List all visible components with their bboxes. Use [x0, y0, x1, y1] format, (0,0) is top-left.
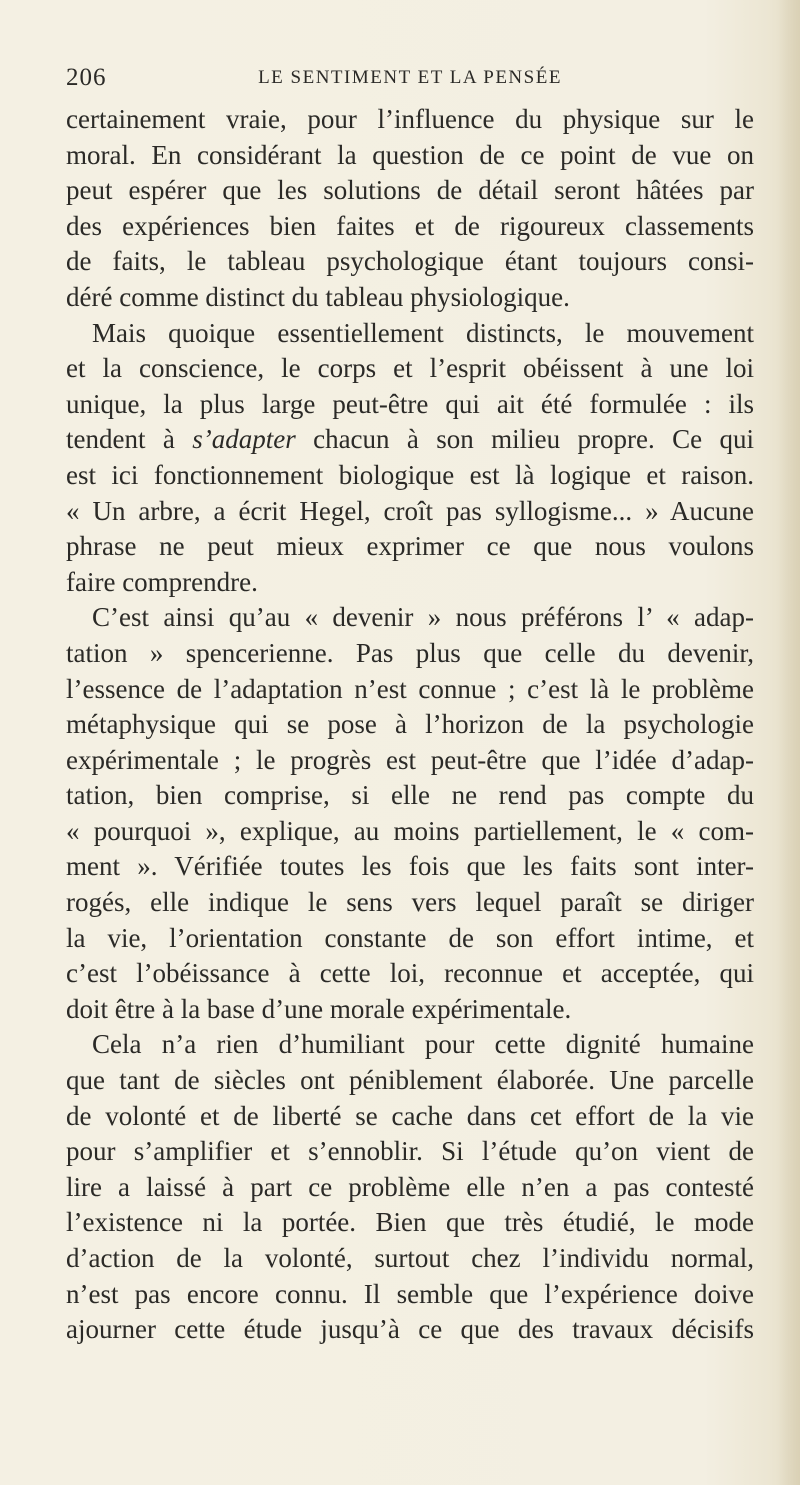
text-line: de faits, le tableau psychologique étant toujours consi-: [66, 246, 754, 277]
text-line: n’est pas encore connu. Il semble que l’expérience doive: [66, 1278, 754, 1309]
text-line: phrase ne peut mieux exprimer ce que nous voulons: [66, 531, 754, 562]
text-fragment: tendent à: [66, 424, 193, 455]
text-line: des expériences bien faites et de rigoureux classements: [66, 210, 754, 241]
text-line: lire a laissé à part ce problème elle n’en a pas contesté: [66, 1171, 754, 1202]
text-line: C’est ainsi qu’au « devenir » nous préférons l’ « adap-: [92, 602, 754, 633]
page-number: 206: [66, 64, 107, 91]
text-line: c’est l’obéissance à cette loi, reconnue et acceptée, qui: [66, 958, 754, 989]
running-title: LE SENTIMENT ET LA PENSÉE: [258, 67, 562, 88]
text-fragment: chacun à son milieu propre. Ce qui: [295, 424, 754, 455]
text-line: expérimentale ; le progrès est peut-être que l’idée d’adap-: [66, 744, 754, 775]
text-line: tation, bien comprise, si elle ne rend pas compte du: [66, 780, 754, 811]
text-line: ajourner cette étude jusqu’à ce que des travaux décisifs: [66, 1314, 754, 1345]
text-line: métaphysique qui se pose à l’horizon de la psychologie: [66, 709, 754, 740]
body-text: [66, 102, 754, 1348]
text-line: unique, la plus large peut-être qui ait été formulée : ils: [66, 388, 754, 419]
text-line: [66, 422, 754, 458]
text-line: de volonté et de liberté se cache dans cet effort de la vie: [66, 1100, 754, 1131]
text-line: Cela n’a rien d’humiliant pour cette dignité humaine: [92, 1029, 754, 1060]
text-line: Mais quoique essentiellement distincts, le mouvement: [92, 317, 754, 348]
text-line: « Un arbre, a écrit Hegel, croît pas syllogisme... » Aucune: [66, 495, 754, 526]
italic-term: s’adapter: [192, 424, 296, 455]
page-edge-shadow: [778, 0, 800, 1485]
text-line: l’essence de l’adaptation n’est connue ; c’est là le problème: [66, 673, 754, 704]
text-line: faire comprendre.: [66, 566, 258, 597]
text-line: que tant de siècles ont péniblement élaborée. Une parcelle: [66, 1065, 754, 1096]
text-line: pour s’amplifier et s’ennoblir. Si l’étude qu’on vient de: [66, 1136, 754, 1167]
text-line: certainement vraie, pour l’influence du physique sur le: [66, 104, 754, 134]
text-line: rogés, elle indique le sens vers lequel paraît se diriger: [66, 887, 754, 918]
text-line: et la conscience, le corps et l’esprit obéissent à une loi: [66, 353, 754, 384]
text-line: moral. En considérant la question de ce point de vue on: [66, 139, 754, 170]
text-line: la vie, l’orientation constante de son effort intime, et: [66, 922, 754, 953]
text-line: ment ». Vérifiée toutes les fois que les faits sont inter-: [66, 851, 754, 882]
text-line: est ici fonctionnement biologique est là logique et raison.: [66, 459, 754, 490]
text-line: « pourquoi », explique, au moins partiellement, le « com-: [66, 815, 754, 846]
text-line: doit être à la base d’une morale expérimentale.: [66, 993, 572, 1024]
text-line: déré comme distinct du tableau physiologique.: [66, 281, 570, 312]
text-line: peut espérer que les solutions de détail seront hâtées par: [66, 175, 754, 206]
text-line: d’action de la volonté, surtout chez l’individu normal,: [66, 1243, 754, 1273]
text-line: l’existence ni la portée. Bien que très étudié, le mode: [66, 1207, 754, 1238]
page-header: [66, 64, 754, 96]
text-line: tation » spencerienne. Pas plus que celle du devenir,: [66, 637, 754, 668]
